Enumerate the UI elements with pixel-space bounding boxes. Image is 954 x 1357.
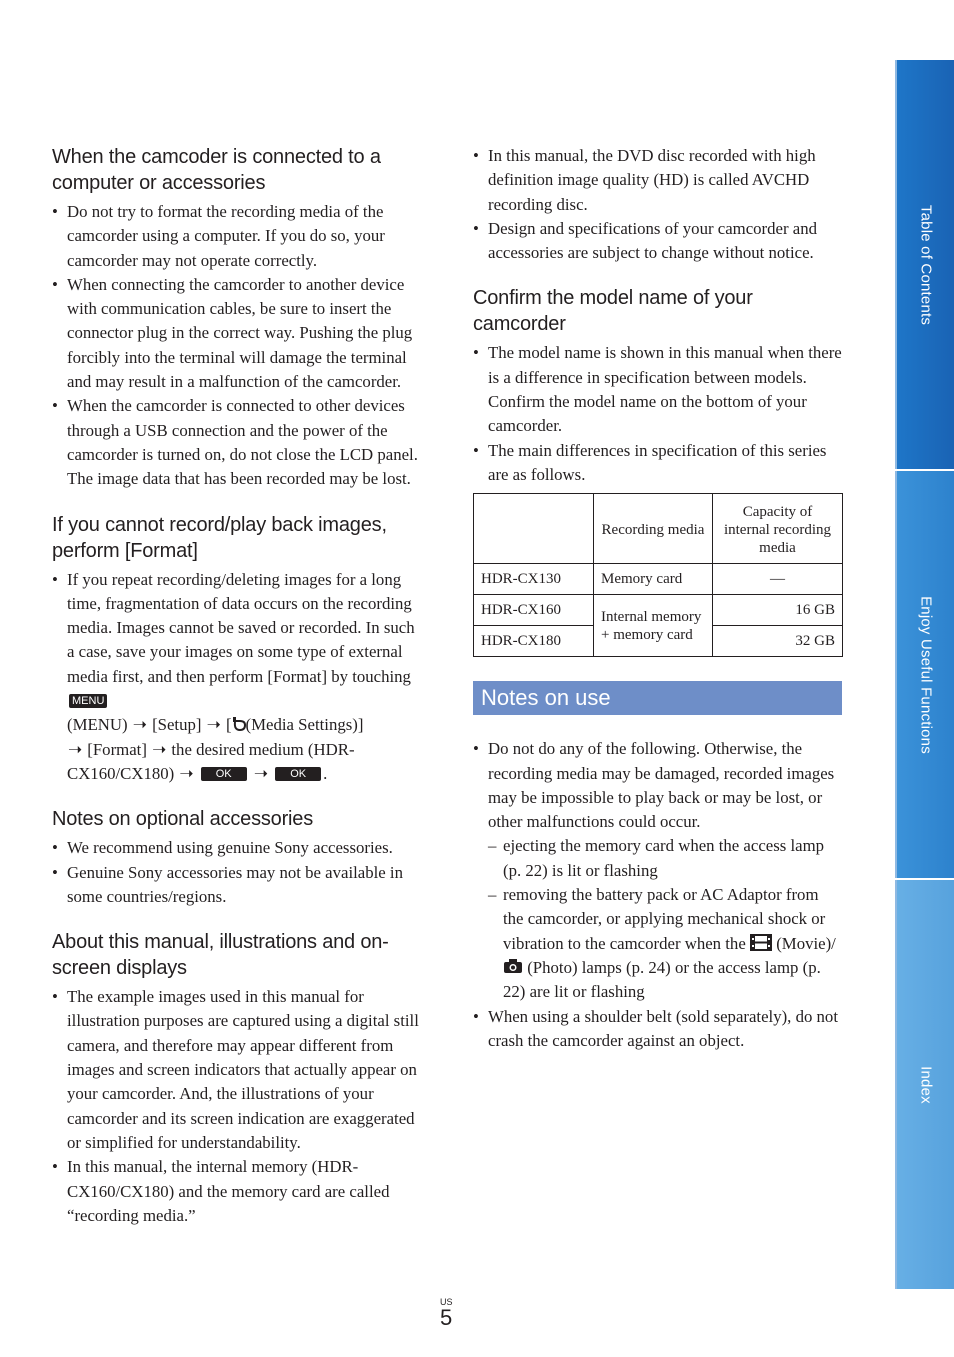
ok-button-icon: OK bbox=[201, 767, 247, 781]
model-name-notes-list bbox=[473, 341, 843, 487]
table-cell-media: Internal memory + memory card bbox=[594, 595, 713, 657]
ok-button-icon: OK bbox=[275, 767, 321, 781]
list-item: • If you repeat recording/deleting images for a long time, fragmentation of data occurs on the recording media. Images cannot be saved or recorded. In such a case, save your images on some type of external media first, and then perform [Format] by touching MENU (MENU) ➝ [Setup] ➝ [ (Media Settings)] ➝ [Format] ➝ the desired medium (HDR-CX160/CX180) ➝ OK ➝ OK . bbox=[52, 568, 422, 787]
list-item: • In this manual, the DVD disc recorded with high definition image quality (HD) is called AVCHD recording disc. bbox=[473, 144, 843, 217]
right-arrow-icon: ➝ bbox=[253, 763, 268, 783]
notes-on-use-list bbox=[473, 737, 843, 1053]
menu-button-icon: MENU bbox=[69, 694, 107, 708]
table-header-capacity: Capacity of internal recording media bbox=[713, 494, 843, 564]
table-row bbox=[474, 595, 843, 626]
right-arrow-icon: ➝ bbox=[68, 739, 83, 759]
table-cell-capacity: — bbox=[713, 564, 843, 595]
list-item: • We recommend using genuine Sony accessories. bbox=[52, 836, 422, 860]
list-item: • Design and specifications of your camcorder and accessories are subject to change without notice. bbox=[473, 217, 843, 266]
media-settings-label: (Media Settings)] bbox=[245, 715, 364, 735]
tab-label: Table of Contents bbox=[917, 204, 934, 325]
list-item: • In this manual, the internal memory (HDR-CX160/CX180) and the memory card are called “recording media.” bbox=[52, 1155, 422, 1228]
right-arrow-icon: ➝ bbox=[152, 739, 167, 759]
menu-label: (MENU) bbox=[67, 715, 128, 735]
sub-list-text: removing the battery pack or AC Adaptor from the camcorder, or applying mechanical shock or vibration to the camcorder when the bbox=[503, 885, 826, 953]
sub-list-item bbox=[488, 883, 843, 1004]
format-instructions-text: If you repeat recording/deleting images for a long time, fragmentation of data occurs on the recording media. Images cannot be saved or recorded. In such a case, save your images on some type of external media first, and then perform [Format] by touching bbox=[67, 569, 415, 686]
left-column bbox=[52, 144, 422, 1248]
tab-index[interactable] bbox=[895, 880, 954, 1289]
sub-list-item: – ejecting the memory card when the access lamp (p. 22) is lit or flashing bbox=[488, 834, 843, 883]
sub-list bbox=[488, 834, 843, 1004]
setup-label: [Setup] bbox=[152, 715, 202, 735]
table-header-recording-media: Recording media bbox=[594, 494, 713, 564]
table-header-row bbox=[474, 494, 843, 564]
camera-icon bbox=[503, 958, 523, 974]
table-cell-media: Memory card bbox=[594, 564, 713, 595]
notes-on-use-heading: Notes on use bbox=[473, 681, 842, 715]
movie-label: (Movie)/ bbox=[776, 933, 836, 953]
list-item: • The main differences in specification of this series are as follows. bbox=[473, 439, 843, 488]
list-item: • Do not try to format the recording media of the camcorder using a computer. If you do so, your camcorder may not operate correctly. bbox=[52, 200, 422, 273]
page-number bbox=[440, 1297, 453, 1329]
list-item: • When using a shoulder belt (sold separately), do not crash the camcorder against an object. bbox=[473, 1005, 843, 1054]
manual-notes-continued-list bbox=[473, 144, 843, 265]
right-arrow-icon: ➝ bbox=[179, 763, 194, 783]
computer-notes-list bbox=[52, 200, 422, 492]
list-item-text: Do not do any of the following. Otherwise, the recording media may be damaged, recorded images may be impossible to play back or may be lost, or other malfunctions could occur. bbox=[488, 739, 835, 832]
list-item: • When connecting the camcorder to another device with communication cables, be sure to insert the connector plug in the correct way. Pushing the plug forcibly into the terminal will damage the terminal and may result in a malfunction of the camcorder. bbox=[52, 273, 422, 394]
tab-label: Index bbox=[917, 1065, 934, 1104]
list-item: • The model name is shown in this manual when there is a difference in specification between models. Confirm the model name on the bottom of your camcorder. bbox=[473, 341, 843, 438]
manual-notes-list bbox=[52, 985, 422, 1228]
photo-label: (Photo) lamps (p. 24) or the access lamp (p. 22) are lit or flashing bbox=[503, 957, 821, 1002]
table-cell-model: HDR-CX160 bbox=[474, 595, 594, 626]
list-item bbox=[473, 737, 843, 1004]
section-heading-format: If you cannot record/play back images, perform [Format] bbox=[52, 513, 387, 562]
page-number-value: 5 bbox=[440, 1305, 453, 1330]
format-notes-list bbox=[52, 568, 422, 787]
list-item: • The example images used in this manual for illustration purposes are captured using a digital still camera, and therefore may appear different from images and screen indicators that actually appear on your camcorder. And, the illustrations of your camcorder and its screen indication are exaggerated or simplified for understandability. bbox=[52, 985, 422, 1155]
section-heading-manual: About this manual, illustrations and on-screen displays bbox=[52, 931, 389, 980]
accessories-notes-list bbox=[52, 836, 422, 909]
section-heading-computer: When the camcoder is connected to a computer or accessories bbox=[52, 146, 381, 194]
table-cell-model: HDR-CX180 bbox=[474, 626, 594, 657]
model-comparison-table bbox=[473, 493, 843, 657]
right-arrow-icon: ➝ bbox=[132, 715, 147, 735]
media-settings-icon bbox=[232, 717, 246, 731]
tab-label: Enjoy Useful Functions bbox=[917, 595, 934, 754]
table-header-empty bbox=[474, 494, 594, 564]
medium-label: the desired medium (HDR-CX160/CX180) bbox=[67, 739, 355, 783]
table-cell-model: HDR-CX130 bbox=[474, 564, 594, 595]
right-arrow-icon: ➝ bbox=[206, 715, 221, 735]
movie-icon bbox=[750, 934, 772, 951]
page-region: US bbox=[440, 1297, 453, 1307]
list-item: • When the camcorder is connected to other devices through a USB connection and the power of the camcorder is turned on, do not close the LCD panel. The image data that has been recorded may be lost. bbox=[52, 394, 422, 491]
table-row bbox=[474, 564, 843, 595]
table-cell-capacity: 16 GB bbox=[713, 595, 843, 626]
section-heading-accessories: Notes on optional accessories bbox=[52, 808, 314, 831]
right-column bbox=[473, 144, 843, 1073]
table-cell-capacity: 32 GB bbox=[713, 626, 843, 657]
list-item: • Genuine Sony accessories may not be available in some countries/regions. bbox=[52, 861, 422, 910]
format-label: [Format] bbox=[87, 739, 147, 759]
section-heading-model-name: Confirm the model name of your camcorder bbox=[473, 287, 753, 336]
tab-table-of-contents[interactable] bbox=[895, 60, 954, 469]
tab-enjoy-useful-functions[interactable] bbox=[895, 471, 954, 878]
bracket-open: [ bbox=[225, 715, 232, 735]
